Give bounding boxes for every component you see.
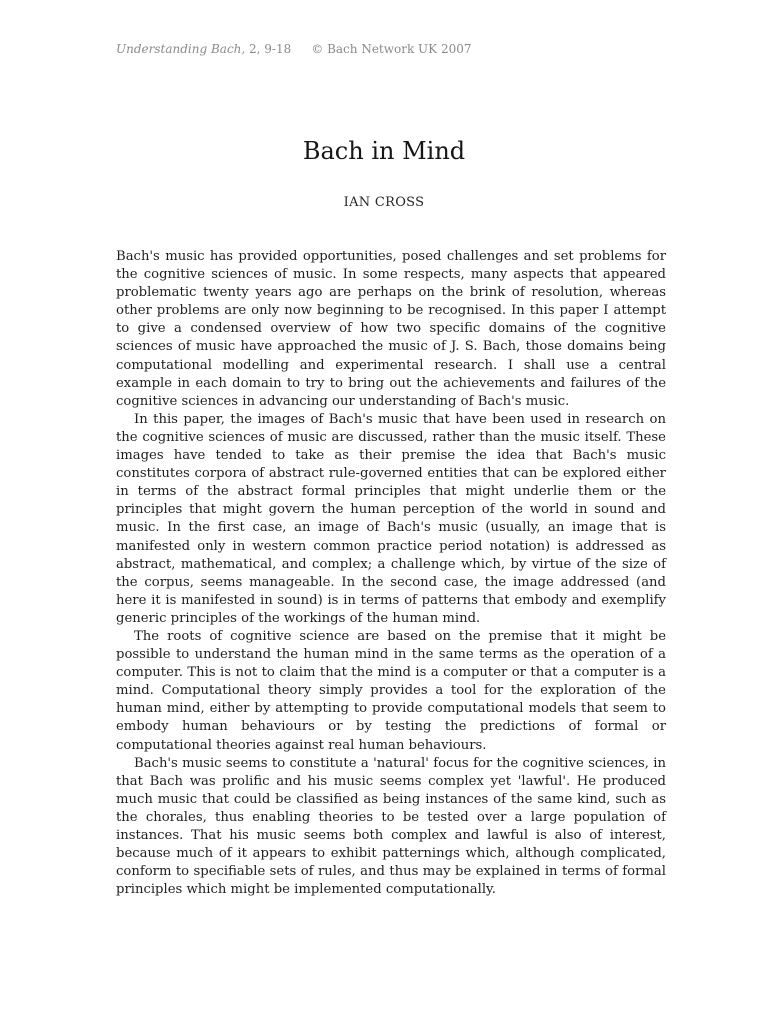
volume-pages: 2, 9-18 bbox=[245, 42, 292, 56]
running-header bbox=[116, 42, 472, 56]
author-name: IAN CROSS bbox=[343, 195, 425, 210]
article-title: Bach in Mind bbox=[302, 137, 466, 165]
paragraph-abstract: Bach's music has provided opportunities, posed challenges and set problems for the cognitive sciences of music. In some respects, many aspects that appeared problematic twenty years ago are perhaps on the brink of resolution, whereas other problems are only now beginning to be recognised. In this paper I attempt to give a condensed overview of how two specific domains of the cognitive sciences of music have approached the music of J. S. Bach, those domains being computational modelling and experimental research. I shall use a central example in each domain to try to bring out the achievements and failures of the cognitive sciences in advancing our understanding of Bach's music. bbox=[116, 249, 666, 409]
paragraph-images-of-bach: In this paper, the images of Bach's music that have been used in research on the cognitive sciences of music are discussed, rather than the music itself. These images have tended to take as their premise the idea that Bach's music constitutes corpora of abstract rule-governed entities that can be explored either in terms of the abstract formal principles that might underlie them or the principles that might govern the human perception of the world in sound and music. In the first case, an image of Bach's music (usually, an image that is manifested only in western common practice period notation) is addressed as abstract, mathematical, and complex; a challenge which, by virtue of the size of the corpus, seems manageable. In the second case, the image addressed (and here it is manifested in sound) is in terms of patterns that embody and exemplify generic principles of the workings of the human mind. bbox=[116, 411, 666, 626]
article-body bbox=[116, 248, 666, 899]
journal-name: Understanding Bach, bbox=[116, 42, 246, 56]
paragraph-cognitive-science-roots: The roots of cognitive science are based on the premise that it might be possible to understand the human mind in the same terms as the operation of a computer. This is not to claim that the mind is a computer or that a computer is a mind. Computational theory simply provides a tool for the exploration of the human mind, either by attempting to provide computational models that seem to embody human behaviours or by testing the predictions of formal or computational theories against real human behaviours. bbox=[116, 628, 666, 753]
paragraph-natural-focus: Bach's music seems to constitute a 'natural' focus for the cognitive sciences, in that Bach was prolific and his music seems complex yet 'lawful'. He produced much music that could be classified as being instances of the same kind, such as the chorales, thus enabling theories to be tested over a large population of instances. That his music seems both complex and lawful is also of interest, because much of it appears to exhibit patternings which, although complicated, conform to specifiable sets of rules, and thus may be explained in terms of formal principles which might be implemented computationally. bbox=[116, 755, 666, 898]
copyright-notice: © Bach Network UK 2007 bbox=[311, 42, 472, 56]
